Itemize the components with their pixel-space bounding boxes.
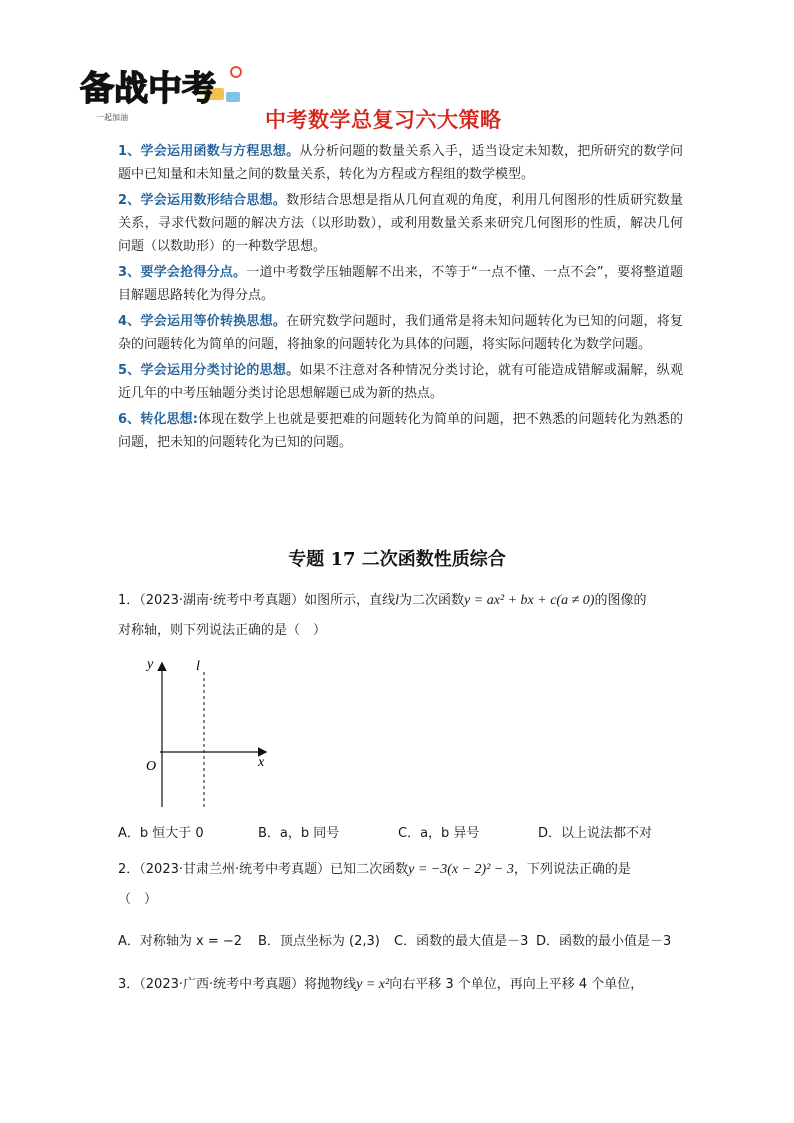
strategy-item-3: [118, 261, 683, 307]
strategy-body: 在研究数学问题时，我们通常是将未知问题转化为已知的问题，将复杂的问题转化为简单的问题，将抽象的问题转化为具体的问题，将实际问题转化为数学问题。: [118, 314, 683, 352]
strategy-head: 2、学会运用数形结合思想。: [118, 193, 287, 208]
question-1: [118, 586, 683, 646]
logo-subtext: 一起加油: [96, 113, 128, 122]
question-2-suffix: ，下列说法正确的是: [513, 862, 631, 877]
question-3-prefix: 3．（2023·广西·统考中考真题）将抛物线: [118, 977, 357, 992]
strategy-list: [118, 140, 683, 457]
question-2-option-a[interactable]: A．对称轴为 x = −2: [118, 934, 243, 949]
strategy-item-1: [118, 140, 683, 186]
question-2: [118, 855, 683, 915]
logo-image: [76, 58, 251, 128]
logo-book2-icon: [226, 92, 240, 102]
question-3: [118, 970, 683, 1000]
question-3-formula: y = x²: [356, 977, 390, 992]
question-1-mid: 为二次函数: [399, 593, 465, 608]
question-2-prefix: 2．（2023·甘肃兰州·统考中考真题）已知二次函数: [118, 862, 409, 877]
question-2-formula: y = −3(x − 2)² − 3: [408, 862, 514, 877]
question-2-line-2: （ ）: [118, 892, 158, 907]
question-3-suffix: 向右平移 3 个单位，再向上平移 4 个单位，: [389, 977, 644, 992]
question-2-options: [118, 930, 683, 954]
strategy-item-5: [118, 359, 683, 405]
question-1-var-l: l: [395, 593, 400, 608]
logo-star-icon: [231, 67, 241, 77]
topic-title: 专题 17 二次函数性质综合: [288, 549, 506, 570]
question-1-formula: y = ax² + bx + c(a ≠ 0): [464, 593, 595, 608]
strategy-body: 数形结合思想是指从几何直观的角度，利用几何图形的性质研究数量关系，寻求代数问题的解决方法（以形助数），或利用数量关系来研究几何图形的性质，解决几何问题（以数助形）的一种数学思想。: [118, 193, 683, 254]
strategy-body: 体现在数学上也就是要把难的问题转化为简单的问题，把不熟悉的问题转化为熟悉的问题，把未知的问题转化为已知的问题。: [118, 412, 683, 450]
logo-text: 备战中考: [80, 69, 216, 109]
question-1-figure: [140, 652, 280, 812]
strategy-body: 从分析问题的数量关系入手，适当设定未知数，把所研究的数学问题中已知量和未知量之间的数量关系，转化为方程或方程组的数学模型。: [118, 144, 683, 182]
question-1-prefix: 1．（2023·湖南·统考中考真题）如图所示，直线: [118, 593, 396, 608]
question-1-suffix: 的图像的: [594, 593, 647, 608]
strategy-item-4: [118, 310, 683, 356]
question-1-line-2: 对称轴，则下列说法正确的是（ ）: [118, 623, 327, 638]
strategy-head: 6、转化思想:: [118, 412, 198, 427]
question-2-option-b[interactable]: B．顶点坐标为 (2,3): [258, 934, 380, 949]
strategy-head: 3、要学会抢得分点。: [118, 265, 247, 280]
strategy-body: 如果不注意对各种情况分类讨论，就有可能造成错解或漏解，纵观近几年的中考压轴题分类讨论思想解题已成为新的热点。: [118, 363, 683, 401]
question-1-option-b[interactable]: B．a，b 同号: [258, 826, 340, 841]
strategy-head: 4、学会运用等价转换思想。: [118, 314, 287, 329]
strategy-body: 一道中考数学压轴题解不出来，不等于“一点不懂、一点不会”，要将整道题目解题思路转化为得分点。: [118, 265, 683, 303]
question-3-line-1: [118, 970, 683, 1000]
question-1-option-c[interactable]: C．a，b 异号: [398, 826, 480, 841]
question-1-line-1: [118, 586, 683, 616]
x-axis-label: x: [258, 755, 265, 770]
strategy-head: 1、学会运用函数与方程思想。: [118, 144, 300, 159]
main-title: 中考数学总复习六大策略: [265, 108, 502, 132]
question-1-options: [118, 822, 683, 846]
strategy-item-6: [118, 408, 683, 454]
strategy-head: 5、学会运用分类讨论的思想。: [118, 363, 300, 378]
question-2-option-d[interactable]: D．函数的最小值是－3: [536, 934, 672, 949]
question-1-option-d[interactable]: D．以上说法都不对: [538, 826, 653, 841]
line-l-label: l: [196, 659, 200, 674]
y-axis-label: y: [147, 657, 154, 672]
question-2-option-c[interactable]: C．函数的最大值是－3: [394, 934, 529, 949]
strategy-item-2: [118, 189, 683, 258]
question-1-option-a[interactable]: A．b 恒大于 0: [118, 826, 204, 841]
question-2-line-1: [118, 855, 683, 885]
origin-label: O: [146, 759, 157, 774]
